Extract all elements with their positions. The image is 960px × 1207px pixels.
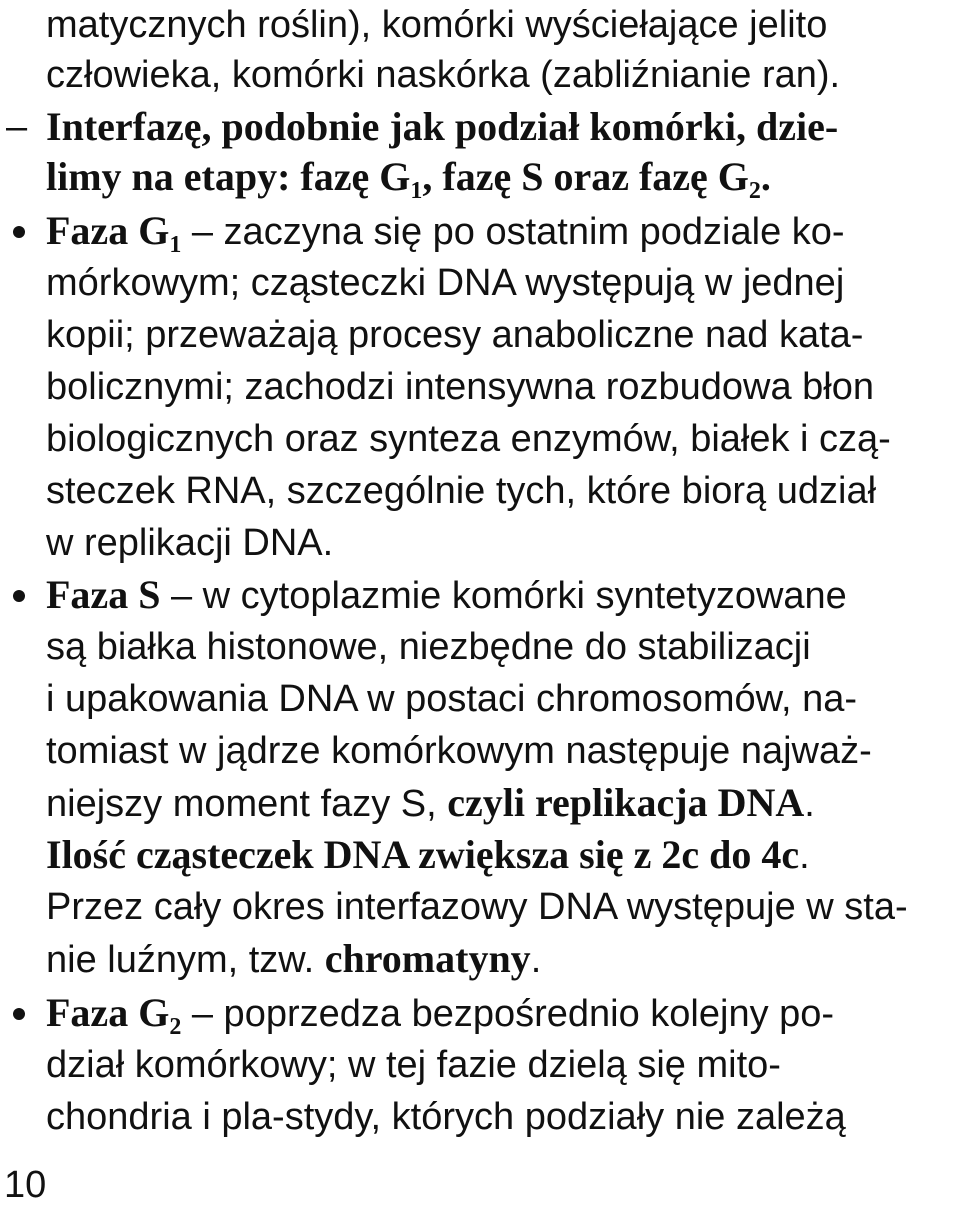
text-line: chondria i pla-stydy, których podziały nie zależą — [46, 1096, 846, 1138]
text-line: Ilość cząsteczek DNA zwiększa się z 2c do 4c. — [46, 832, 810, 877]
page-number: 10 — [4, 1164, 47, 1206]
text-line: matycznych roślin), komórki wyściełające jelito — [46, 4, 828, 46]
text-line: Faza S – w cytoplazmie komórki syntetyzowane — [46, 572, 847, 617]
bullet-icon — [13, 590, 25, 602]
bullet-icon — [13, 1008, 25, 1020]
text-line: niejszy moment fazy S, czyli replikacja DNA. — [46, 780, 815, 825]
text-line: tomiast w jądrze komórkowym następuje najważ- — [46, 730, 872, 772]
text-line: biologicznych oraz synteza enzymów, białek i czą- — [46, 418, 891, 460]
text-line: dział komórkowy; w tej fazie dzielą się mito- — [46, 1044, 781, 1086]
bullet-icon — [13, 226, 25, 238]
text-line: mórkowym; cząsteczki DNA występują w jednej — [46, 262, 845, 304]
text-line-bold: Interfazę, podobnie jak podział komórki, dzie- — [46, 104, 839, 149]
text-line: i upakowania DNA w postaci chromosomów, na- — [46, 678, 858, 720]
text-line: kopii; przeważają procesy anaboliczne nad kata- — [46, 314, 864, 356]
text-line: Przez cały okres interfazowy DNA występuje w sta- — [46, 886, 908, 928]
text-line: są białka histonowe, niezbędne do stabilizacji — [46, 626, 811, 668]
text-line: bolicznymi; zachodzi intensywna rozbudowa błon — [46, 366, 875, 408]
text-line: Faza $G_2$ – poprzedza bezpośrednio kolejny po- — [46, 990, 835, 1040]
dash-marker: – — [6, 106, 28, 148]
text-line-bold: limy na etapy: fazę $G_1$, fazę S oraz fazę $G_2$. — [46, 154, 771, 204]
text-line: człowieka, komórki naskórka (zabliźnianie ran). — [46, 54, 841, 96]
text-line: nie luźnym, tzw. chromatyny. — [46, 936, 542, 981]
text-line: w replikacji DNA. — [46, 522, 334, 564]
text-line: Faza $G_1$ – zaczyna się po ostatnim podziale ko- — [46, 208, 845, 258]
text-line: steczek RNA, szczególnie tych, które biorą udział — [46, 470, 877, 512]
